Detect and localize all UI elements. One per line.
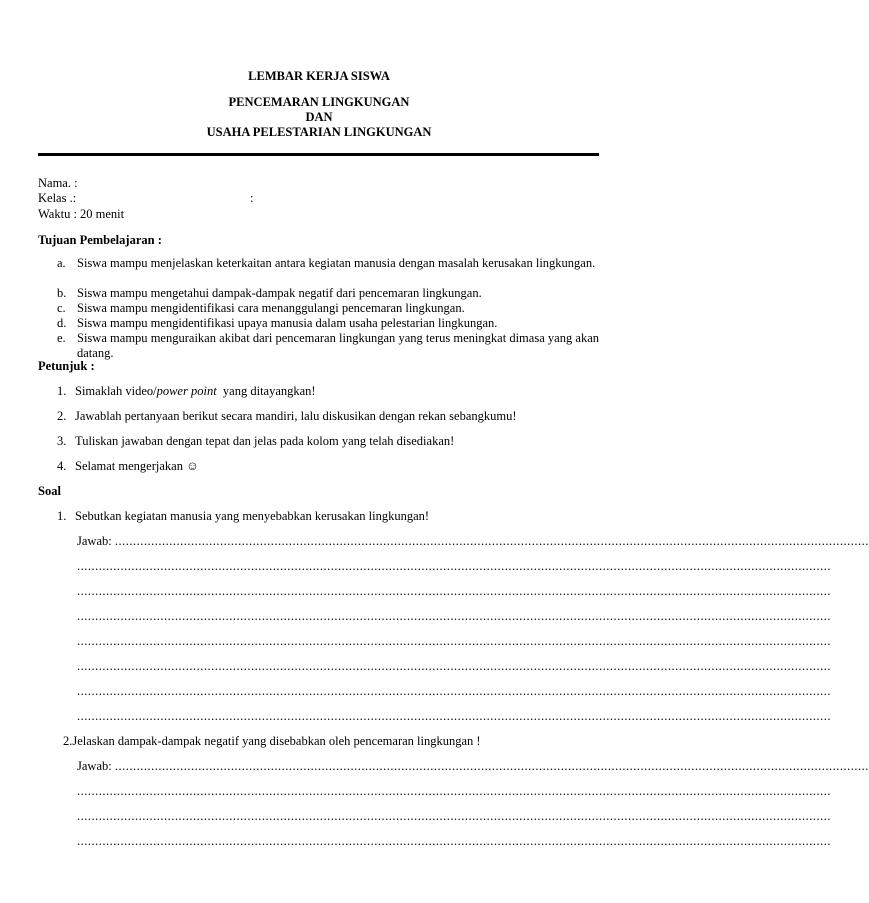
- petunjuk-number: 2.: [57, 409, 67, 423]
- answer-line-q1[interactable]: ................................................................................................................................................................................................................: [77, 659, 831, 673]
- waktu-label: Waktu : 20 menit: [38, 207, 125, 221]
- answer-line-q1[interactable]: ................................................................................................................................................................................................................: [77, 684, 831, 698]
- petunjuk-number: 3.: [57, 434, 67, 448]
- objective-letter: a.: [57, 256, 66, 270]
- objective-text: Siswa mampu menguraikan akibat dari pencemaran lingkungan yang terus meningkat dimasa yang akan datang.: [77, 331, 599, 360]
- jawab-label: Jawab:: [77, 534, 115, 548]
- petunjuk-item-2: Jawablah pertanyaan berikut secara mandiri, lalu diskusikan dengan rekan sebangkumu!: [75, 409, 517, 423]
- answer-line-q1[interactable]: [77, 534, 869, 549]
- petunjuk-item-1: [75, 384, 316, 399]
- petunjuk-number: 4.: [57, 459, 67, 473]
- header-divider: [38, 153, 599, 156]
- jawab-label: Jawab:: [77, 759, 115, 773]
- answer-line-q1[interactable]: ................................................................................................................................................................................................................: [77, 559, 831, 573]
- kelas-label: Kelas .:: [38, 191, 77, 205]
- question-2: 2.Jelaskan dampak-dampak negatif yang disebabkan oleh pencemaran lingkungan !: [63, 734, 481, 748]
- answer-line-q1[interactable]: ................................................................................................................................................................................................................: [77, 634, 831, 648]
- title-line-2: PENCEMARAN LINGKUNGAN: [228, 95, 410, 109]
- petunjuk-item-4: Selamat mengerjakan ☺: [75, 459, 199, 473]
- answer-line-q2[interactable]: ................................................................................................................................................................................................................: [77, 809, 831, 823]
- answer-dots: ................................................................................................................................................................................................................: [114, 759, 869, 773]
- answer-dots: ................................................................................................................................................................................................................: [114, 534, 869, 548]
- answer-line-q1[interactable]: ................................................................................................................................................................................................................: [77, 609, 831, 623]
- petunjuk-item-3: Tuliskan jawaban dengan tepat dan jelas pada kolom yang telah disediakan!: [75, 434, 455, 448]
- title-line-3: DAN: [305, 110, 333, 124]
- objective-letter: d.: [57, 316, 67, 330]
- answer-line-q2[interactable]: ................................................................................................................................................................................................................: [77, 784, 831, 798]
- answer-line-q1[interactable]: ................................................................................................................................................................................................................: [77, 584, 831, 598]
- petunjuk-item-1-text: Simaklah video/: [75, 384, 157, 398]
- kelas-colon: :: [250, 191, 254, 205]
- objective-text: Siswa mampu mengidentifikasi cara menanggulangi pencemaran lingkungan.: [77, 301, 465, 315]
- question-1: Sebutkan kegiatan manusia yang menyebabkan kerusakan lingkungan!: [75, 509, 430, 523]
- answer-line-q1[interactable]: ................................................................................................................................................................................................................: [77, 709, 831, 723]
- objective-letter: b.: [57, 286, 67, 300]
- objective-letter: e.: [57, 331, 66, 345]
- objective-text: Siswa mampu menjelaskan keterkaitan antara kegiatan manusia dengan masalah kerusakan lingkungan.: [77, 256, 596, 270]
- objective-text: Siswa mampu mengetahui dampak-dampak negatif dari pencemaran lingkungan.: [77, 286, 482, 300]
- petunjuk-item-1-emphasis: power point: [156, 384, 217, 398]
- nama-label: Nama. :: [38, 176, 78, 190]
- title-line-1: LEMBAR KERJA SISWA: [248, 69, 390, 83]
- tujuan-title: Tujuan Pembelajaran :: [38, 233, 162, 247]
- title-line-4: USAHA PELESTARIAN LINGKUNGAN: [206, 125, 432, 139]
- soal-title: Soal: [38, 484, 61, 498]
- answer-line-q2[interactable]: [77, 759, 869, 774]
- objective-text: Siswa mampu mengidentifikasi upaya manusia dalam usaha pelestarian lingkungan.: [77, 316, 498, 330]
- answer-line-q2[interactable]: ................................................................................................................................................................................................................: [77, 834, 831, 848]
- petunjuk-number: 1.: [57, 384, 67, 398]
- petunjuk-title: Petunjuk :: [38, 359, 95, 373]
- objective-letter: c.: [57, 301, 66, 315]
- petunjuk-item-1-tail: yang ditayangkan!: [216, 384, 316, 398]
- question-number: 1.: [57, 509, 67, 523]
